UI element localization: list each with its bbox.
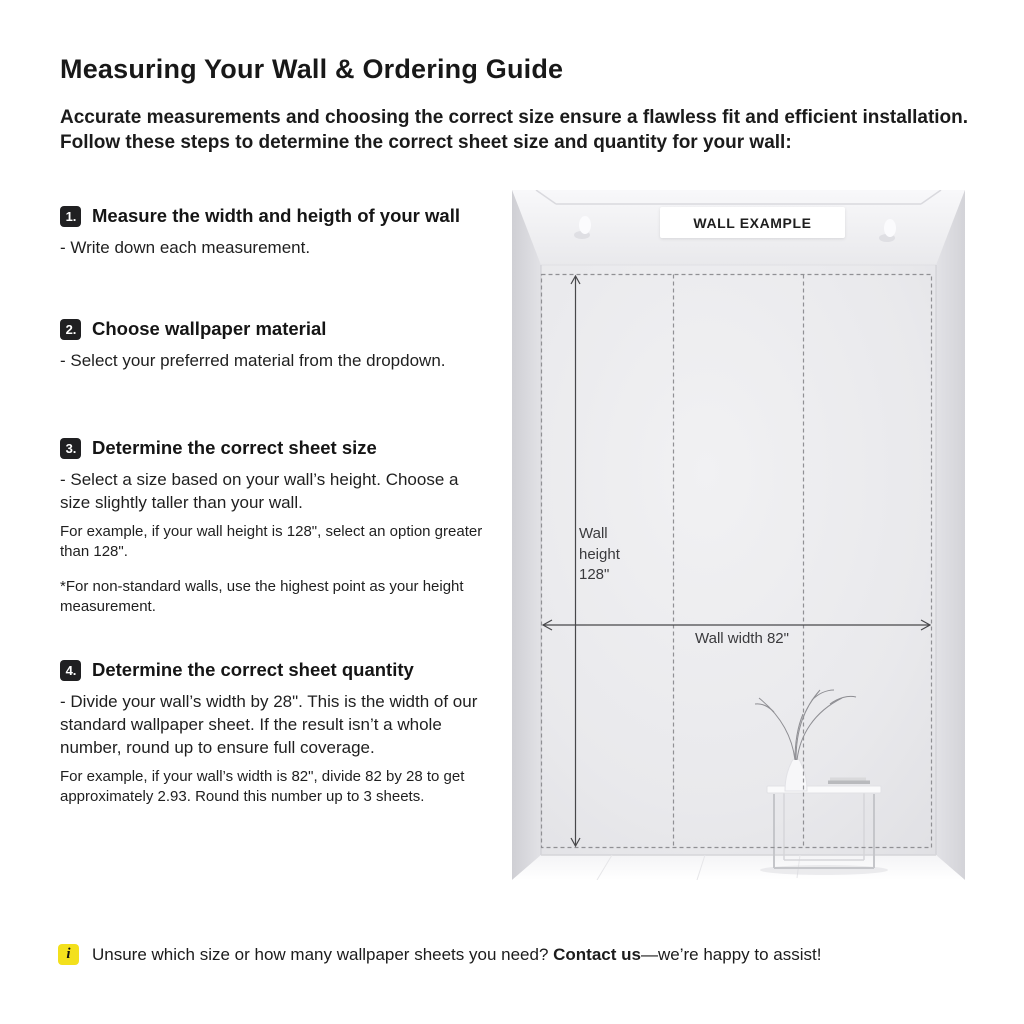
step-1-body	[60, 236, 505, 259]
step-1	[60, 205, 505, 259]
help-row	[58, 944, 821, 965]
step-2-title: Choose wallpaper material	[92, 318, 327, 339]
intro-line: Follow these steps to determine the correct sheet size and quantity for your wall:	[60, 131, 792, 153]
step-sub-line: size slightly taller than your wall.	[60, 493, 303, 512]
note-line: *For non-standard walls, use the highest point as your height	[60, 578, 464, 595]
step-sub-line: - Select a size based on your wall’s height. Choose a	[60, 470, 459, 489]
step-1-number-badge: 1.	[60, 206, 81, 227]
step-4-title: Determine the correct sheet quantity	[92, 659, 414, 680]
step-sub-line: standard wallpaper sheet. If the result isn’t a whole	[60, 715, 442, 734]
intro-paragraph	[60, 106, 968, 155]
example-line: For example, if your wall’s width is 82", divide 82 by 28 to get	[60, 768, 465, 785]
help-text	[92, 945, 821, 965]
step-3-note	[60, 577, 505, 616]
example-line: approximately 2.93. Round this number up to 3 sheets.	[60, 787, 425, 805]
step-3-example	[60, 522, 505, 561]
wall-height-label-line: height	[579, 545, 620, 563]
wall-example-badge: WALL EXAMPLE	[660, 207, 845, 238]
step-2-body	[60, 349, 505, 372]
help-text-before: Unsure which size or how many wallpaper sheets you need?	[92, 944, 554, 964]
step-sub-line: - Divide your wall’s width by 28". This is the width of our	[60, 692, 478, 711]
example-line: For example, if your wall height is 128", select an option greater	[60, 523, 483, 540]
example-line: than 128".	[60, 542, 128, 560]
step-3-number-badge: 3.	[60, 438, 81, 459]
page-title: Measuring Your Wall & Ordering Guide	[60, 54, 564, 84]
step-3-title: Determine the correct sheet size	[92, 437, 377, 458]
wall-width-label: Wall width 82"	[695, 630, 789, 647]
wall-height-label	[579, 524, 620, 586]
step-sub-line: - Write down each measurement.	[60, 238, 311, 257]
step-4-example	[60, 767, 505, 806]
step-4-body	[60, 690, 505, 759]
intro-line: Accurate measurements and choosing the correct size ensure a flawless fit and efficient installation.	[60, 107, 969, 128]
note-line: measurement.	[60, 597, 156, 615]
wall-example-figure	[512, 190, 965, 880]
wall-height-label-line: 128"	[579, 566, 610, 583]
step-2-heading	[60, 318, 505, 340]
step-1-heading	[60, 205, 505, 227]
step-4-heading	[60, 659, 505, 681]
step-3-body	[60, 468, 505, 514]
step-1-title: Measure the width and heigth of your wall	[92, 205, 460, 226]
info-icon: i	[58, 944, 79, 965]
step-2-number-badge: 2.	[60, 319, 81, 340]
step-sub-line: number, round up to ensure full coverage.	[60, 738, 375, 757]
step-4-number-badge: 4.	[60, 660, 81, 681]
contact-us-link[interactable]: Contact us	[553, 944, 641, 964]
step-3-heading	[60, 437, 505, 459]
step-4	[60, 659, 505, 806]
wall-height-label-line: Wall	[579, 525, 608, 542]
step-3	[60, 437, 505, 616]
step-2	[60, 318, 505, 372]
help-text-after: —we’re happy to assist!	[640, 944, 822, 964]
step-sub-line: - Select your preferred material from the dropdown.	[60, 351, 446, 370]
